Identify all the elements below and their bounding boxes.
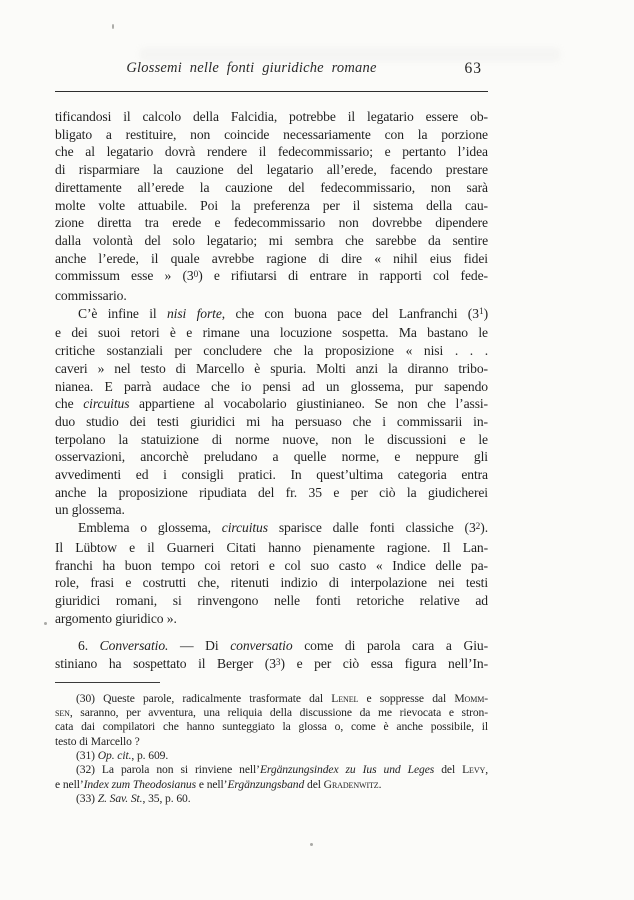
text-line [55,232,488,250]
text-line [55,720,488,734]
text-segment: ) e per ciò essa figura nell’In- [280,656,488,672]
text-line [55,267,488,287]
text-segment: ). [480,520,488,536]
text-segment: critiche sostanziali per concludere che la proposizione « nisi . . . [55,343,488,359]
text-line [55,305,488,325]
text-segment: che al legatario dovrà rendere il fedecommissario; e pertanto l’idea [55,144,488,160]
footnote [55,763,488,792]
text-segment: argomento giuridico ». [55,610,177,626]
text-line [55,574,488,592]
text-segment: caveri » nel testo di Marcello è spuria. Molti anzi la diranno tribo- [55,360,488,376]
text-line [55,592,488,610]
text-segment: duo studio dei testi giuridici mi ha persuaso che i commissarii in- [55,413,488,429]
text-segment: — Di [168,638,231,654]
text-segment-i: Ergänzungsindex zu Ius und Leges [259,763,435,777]
text-segment-i: circuitus [221,520,268,536]
text-line [55,539,488,557]
footnote [55,792,488,806]
text-segment-i: circuitus [83,396,130,412]
text-segment: e dei suoi retori è e rimane una locuzione sospetta. Ma bastano le [55,325,488,341]
text-segment: , p. 609. [131,748,169,762]
text-segment: bligato a restituire, non coincide necessariamente con la porzione [55,126,488,142]
text-segment: ) e rifiutarsi di entrare in rapporti col fede- [198,268,488,284]
text-segment: testo di Marcello ? [55,734,140,748]
text-line [55,655,488,675]
text-segment: commissum esse » (3 [55,268,194,284]
text-segment-sc: Gradenwitz [323,777,379,791]
text-line [55,287,488,305]
page-number: 63 [464,60,482,77]
text-segment-sc: sen [55,706,70,720]
text-line [55,431,488,449]
text-line [55,519,488,539]
scan-artifact-speck [44,622,47,625]
text-segment: role, frasi e costrutti che, ritenuti indizio di interpolazione nei testi [55,575,488,591]
text-segment: molte volte attuabile. Poi la preferenza per il sistema della cau- [55,197,488,213]
text-line [55,610,488,628]
text-segment: (31) [76,748,98,762]
text-segment: e nell’ [196,777,228,791]
text-segment: direttamente all’erede la cauzione del fedecommissario, non sarà [55,179,488,195]
text-segment: come di parola cara a Giu- [292,638,488,654]
paragraph [55,637,488,674]
text-line [55,179,488,197]
text-segment-sup: 0 [193,268,199,279]
text-segment: (30) Queste parole, radicalmente trasformate dal [76,691,332,705]
text-segment: che [55,396,84,412]
text-segment: (32) La parola non si rinviene nell’ [76,763,260,777]
text-line [55,692,488,706]
footnote [55,749,488,763]
text-segment: C’è infine il [78,305,167,321]
text-line [55,763,488,777]
text-segment-sc: Lenel [331,691,359,705]
text-line [55,250,488,268]
text-segment: appartiene al vocabolario giustinianeo. Se non che l’assi- [129,396,488,412]
text-line [55,395,488,413]
text-segment: , 35, p. 60. [142,791,191,805]
text-segment: , che con buona pace del Lanfranchi (3 [221,305,479,321]
text-segment: cata dai compilatori che hanno sunteggiato la glossa o, come è anche possibile, il [55,720,488,734]
text-line [55,324,488,342]
text-segment: (33) [76,791,98,805]
text-segment: ) [483,305,488,321]
text-segment: Il Lübtow e il Guarneri Citati hanno pienamente ragione. Il Lan- [55,539,488,555]
text-line [55,342,488,360]
text-line [55,706,488,720]
running-title: Glossemi nelle fonti giuridiche romane [126,60,377,76]
text-segment: terpolano la statuizione di norme nuove, non le discussioni e le [55,431,488,447]
text-segment: osservazioni, ancorchè preludano a quelle norme, e neppure gli [55,449,488,465]
text-segment: , [485,763,489,777]
text-line [55,143,488,161]
text-line [55,126,488,144]
text-segment: del [434,763,463,777]
text-segment: e nell’ [55,777,84,791]
text-segment: giuridici romani, si rinvengono nelle fonti retoriche relative ad [55,592,488,608]
text-segment-sup: 3 [275,656,281,667]
text-line [55,792,488,806]
text-segment-i: Z. Sav. St. [97,791,143,805]
footnotes [55,692,488,806]
text-block [55,60,488,806]
text-segment: anche la proposizione ripudiata del fr. 35 e per ciò la giudicherei [55,484,488,500]
body-text [55,108,488,675]
text-line [55,197,488,215]
text-line [55,378,488,396]
text-line [55,161,488,179]
text-segment-i: conversatio [230,638,293,654]
text-segment-i: Index zum Theodosianus [83,777,197,791]
text-line [55,360,488,378]
scan-artifact-speck [112,24,114,29]
text-segment-sup: 2 [475,520,481,531]
scan-artifact-speck [310,843,313,846]
text-segment-i: nisi forte [166,305,222,321]
text-segment: anche l’erede, il quale avrebbe ragione di dire « nihil eius fidei [55,250,488,266]
text-segment: nianea. E parrà audace che io pensi ad un glossema, pur sapendo [55,378,488,394]
text-segment: stiniano ha sospettato il Berger (3 [55,656,276,672]
text-line [55,778,488,792]
text-line [55,637,488,655]
text-line [55,484,488,502]
text-segment: di risparmiare la cauzione del legatario all’erede, facendo prestare [55,162,488,178]
text-segment: avvedimenti ed i consigli pratici. In quest’ultima categoria entra [55,467,488,483]
paragraph [55,108,488,305]
text-segment: commissario. [55,288,127,304]
text-segment-sc: Levy [462,763,486,777]
text-segment: . [378,777,382,791]
text-segment: Emblema o glossema, [78,520,222,536]
running-header [55,60,488,86]
footnote-separator [55,682,160,683]
text-segment: del [304,777,324,791]
text-line [55,501,488,519]
paragraph [55,305,488,519]
text-line [55,413,488,431]
text-segment-i: Ergänzungsband [227,777,305,791]
text-segment-sup: 1 [478,306,484,317]
text-line [55,214,488,232]
text-segment: franchi ha buon tempo coi retori e col suo casto « Indice delle pa- [55,557,488,573]
text-segment: un glossema. [55,502,125,518]
text-segment-sc: Momm- [454,691,488,705]
text-segment: 6. [78,638,100,654]
text-line [55,735,488,749]
text-line [55,448,488,466]
text-line [55,466,488,484]
text-segment: sparisce dalle fonti classiche (3 [267,520,476,536]
text-segment: zione diretta tra erede e fedecommissario non dovrebbe dipendere [55,215,488,231]
text-line [55,749,488,763]
text-segment-i: Conversatio. [99,638,169,654]
header-rule [55,91,488,92]
text-segment: , saranno, per avventura, una reliquia della discussione da me rievocata e stron- [69,706,488,720]
text-segment-i: Op. cit. [97,748,132,762]
footnote [55,692,488,749]
text-line [55,557,488,575]
text-segment: dalla volontà del solo legatario; mi sembra che sarebbe da sentire [55,232,488,248]
text-line [55,108,488,126]
text-segment: e soppresse dal [358,691,455,705]
text-segment: tificandosi il calcolo della Falcidia, potrebbe il legatario essere ob- [55,109,488,124]
paragraph [55,519,488,627]
